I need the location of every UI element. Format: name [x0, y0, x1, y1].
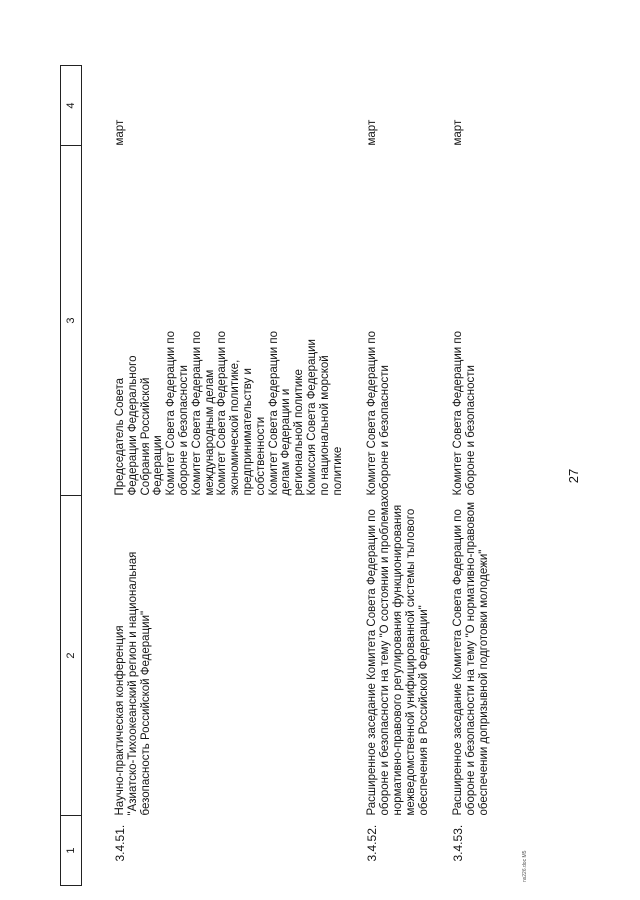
event-description-line: Научно-практическая конференция	[114, 625, 126, 816]
event-description-line: обеспечении допризывной подготовки молодежи"	[477, 549, 490, 816]
event-description-line: нормативно-правового регулирования функционирования	[391, 504, 404, 816]
column-header-3: 3	[61, 146, 82, 496]
responsible-bodies-line: Комитет Совета Федерации по	[267, 331, 280, 496]
responsible-bodies-line: региональной политике	[293, 369, 306, 496]
plan-table	[60, 65, 505, 886]
event-description	[358, 496, 444, 816]
responsible-bodies	[444, 146, 504, 496]
event-description	[82, 496, 359, 816]
responsible-bodies-line: Комитет Совета Федерации по	[165, 331, 178, 496]
responsible-bodies-line: обороне и безопасности	[379, 365, 392, 496]
table-row	[82, 66, 359, 886]
responsible-bodies-line: Комитет Совета Федерации по	[216, 331, 229, 496]
responsible-bodies-line: собственности	[254, 416, 267, 496]
event-description-line: обороне и безопасности на тему "О состоянии и проблемах	[379, 495, 392, 816]
responsible-bodies-line: Председатель Совета	[114, 377, 126, 496]
responsible-bodies-line: экономической политике,	[229, 359, 242, 496]
responsible-bodies-line: Комитет Совета Федерации по	[452, 331, 465, 496]
responsible-bodies-line: Федерации Федерального	[126, 355, 139, 496]
event-description-line: межведомственной унифицированной системы тылового	[404, 508, 417, 816]
footer-file-code: ns226.doc M5	[522, 850, 528, 882]
responsible-bodies-line: Комитет Совета Федерации по	[366, 331, 379, 496]
event-description	[444, 496, 504, 816]
responsible-bodies-line: международным делам	[203, 369, 216, 496]
event-date: март	[452, 119, 465, 146]
responsible-bodies-line: предпринимательству и	[241, 368, 254, 496]
event-date: март	[366, 119, 379, 146]
responsible-bodies-line: обороне и безопасности	[177, 365, 190, 496]
table-row	[358, 66, 444, 886]
item-number: 3.4.53.	[451, 824, 466, 862]
responsible-bodies-line: Федерации	[152, 435, 165, 496]
responsible-bodies-line: обороне и безопасности	[465, 365, 478, 496]
event-description-line: безопасность Российской Федерации"	[139, 610, 152, 816]
page-number: 27	[566, 468, 581, 484]
responsible-bodies-line: политике	[331, 446, 344, 496]
table-header-row	[61, 66, 82, 886]
item-number: 3.4.52.	[365, 824, 380, 862]
responsible-bodies-line: делам Федерации и	[280, 388, 293, 496]
event-description-line: обороне и безопасности на тему "О нормативно-правовом	[465, 501, 478, 816]
column-header-4: 4	[61, 66, 82, 146]
event-description-line: Расширенное заседание Комитета Совета Федерации по	[452, 509, 465, 816]
table-row	[444, 66, 504, 886]
event-description-line: обеспечения в Российской Федерации"	[417, 605, 430, 816]
table-body	[82, 66, 505, 886]
responsible-bodies-line: Комиссия Совета Федерации	[305, 339, 318, 496]
responsible-bodies	[82, 146, 359, 496]
event-description-line: "Азиатско-Тихоокеанский регион и национальная	[126, 551, 139, 816]
responsible-bodies-line: Собрания Российской	[139, 377, 152, 496]
item-number: 3.4.51.	[113, 824, 127, 862]
column-header-1: 1	[61, 816, 82, 886]
event-description-line: Расширенное заседание Комитета Совета Федерации по	[366, 509, 379, 816]
document-page	[60, 66, 581, 886]
responsible-bodies-line: Комитет Совета Федерации по	[190, 331, 203, 496]
responsible-bodies-line: по национальной морской	[318, 355, 331, 496]
event-date: март	[114, 119, 126, 146]
responsible-bodies	[358, 146, 444, 496]
column-header-2: 2	[61, 496, 82, 816]
